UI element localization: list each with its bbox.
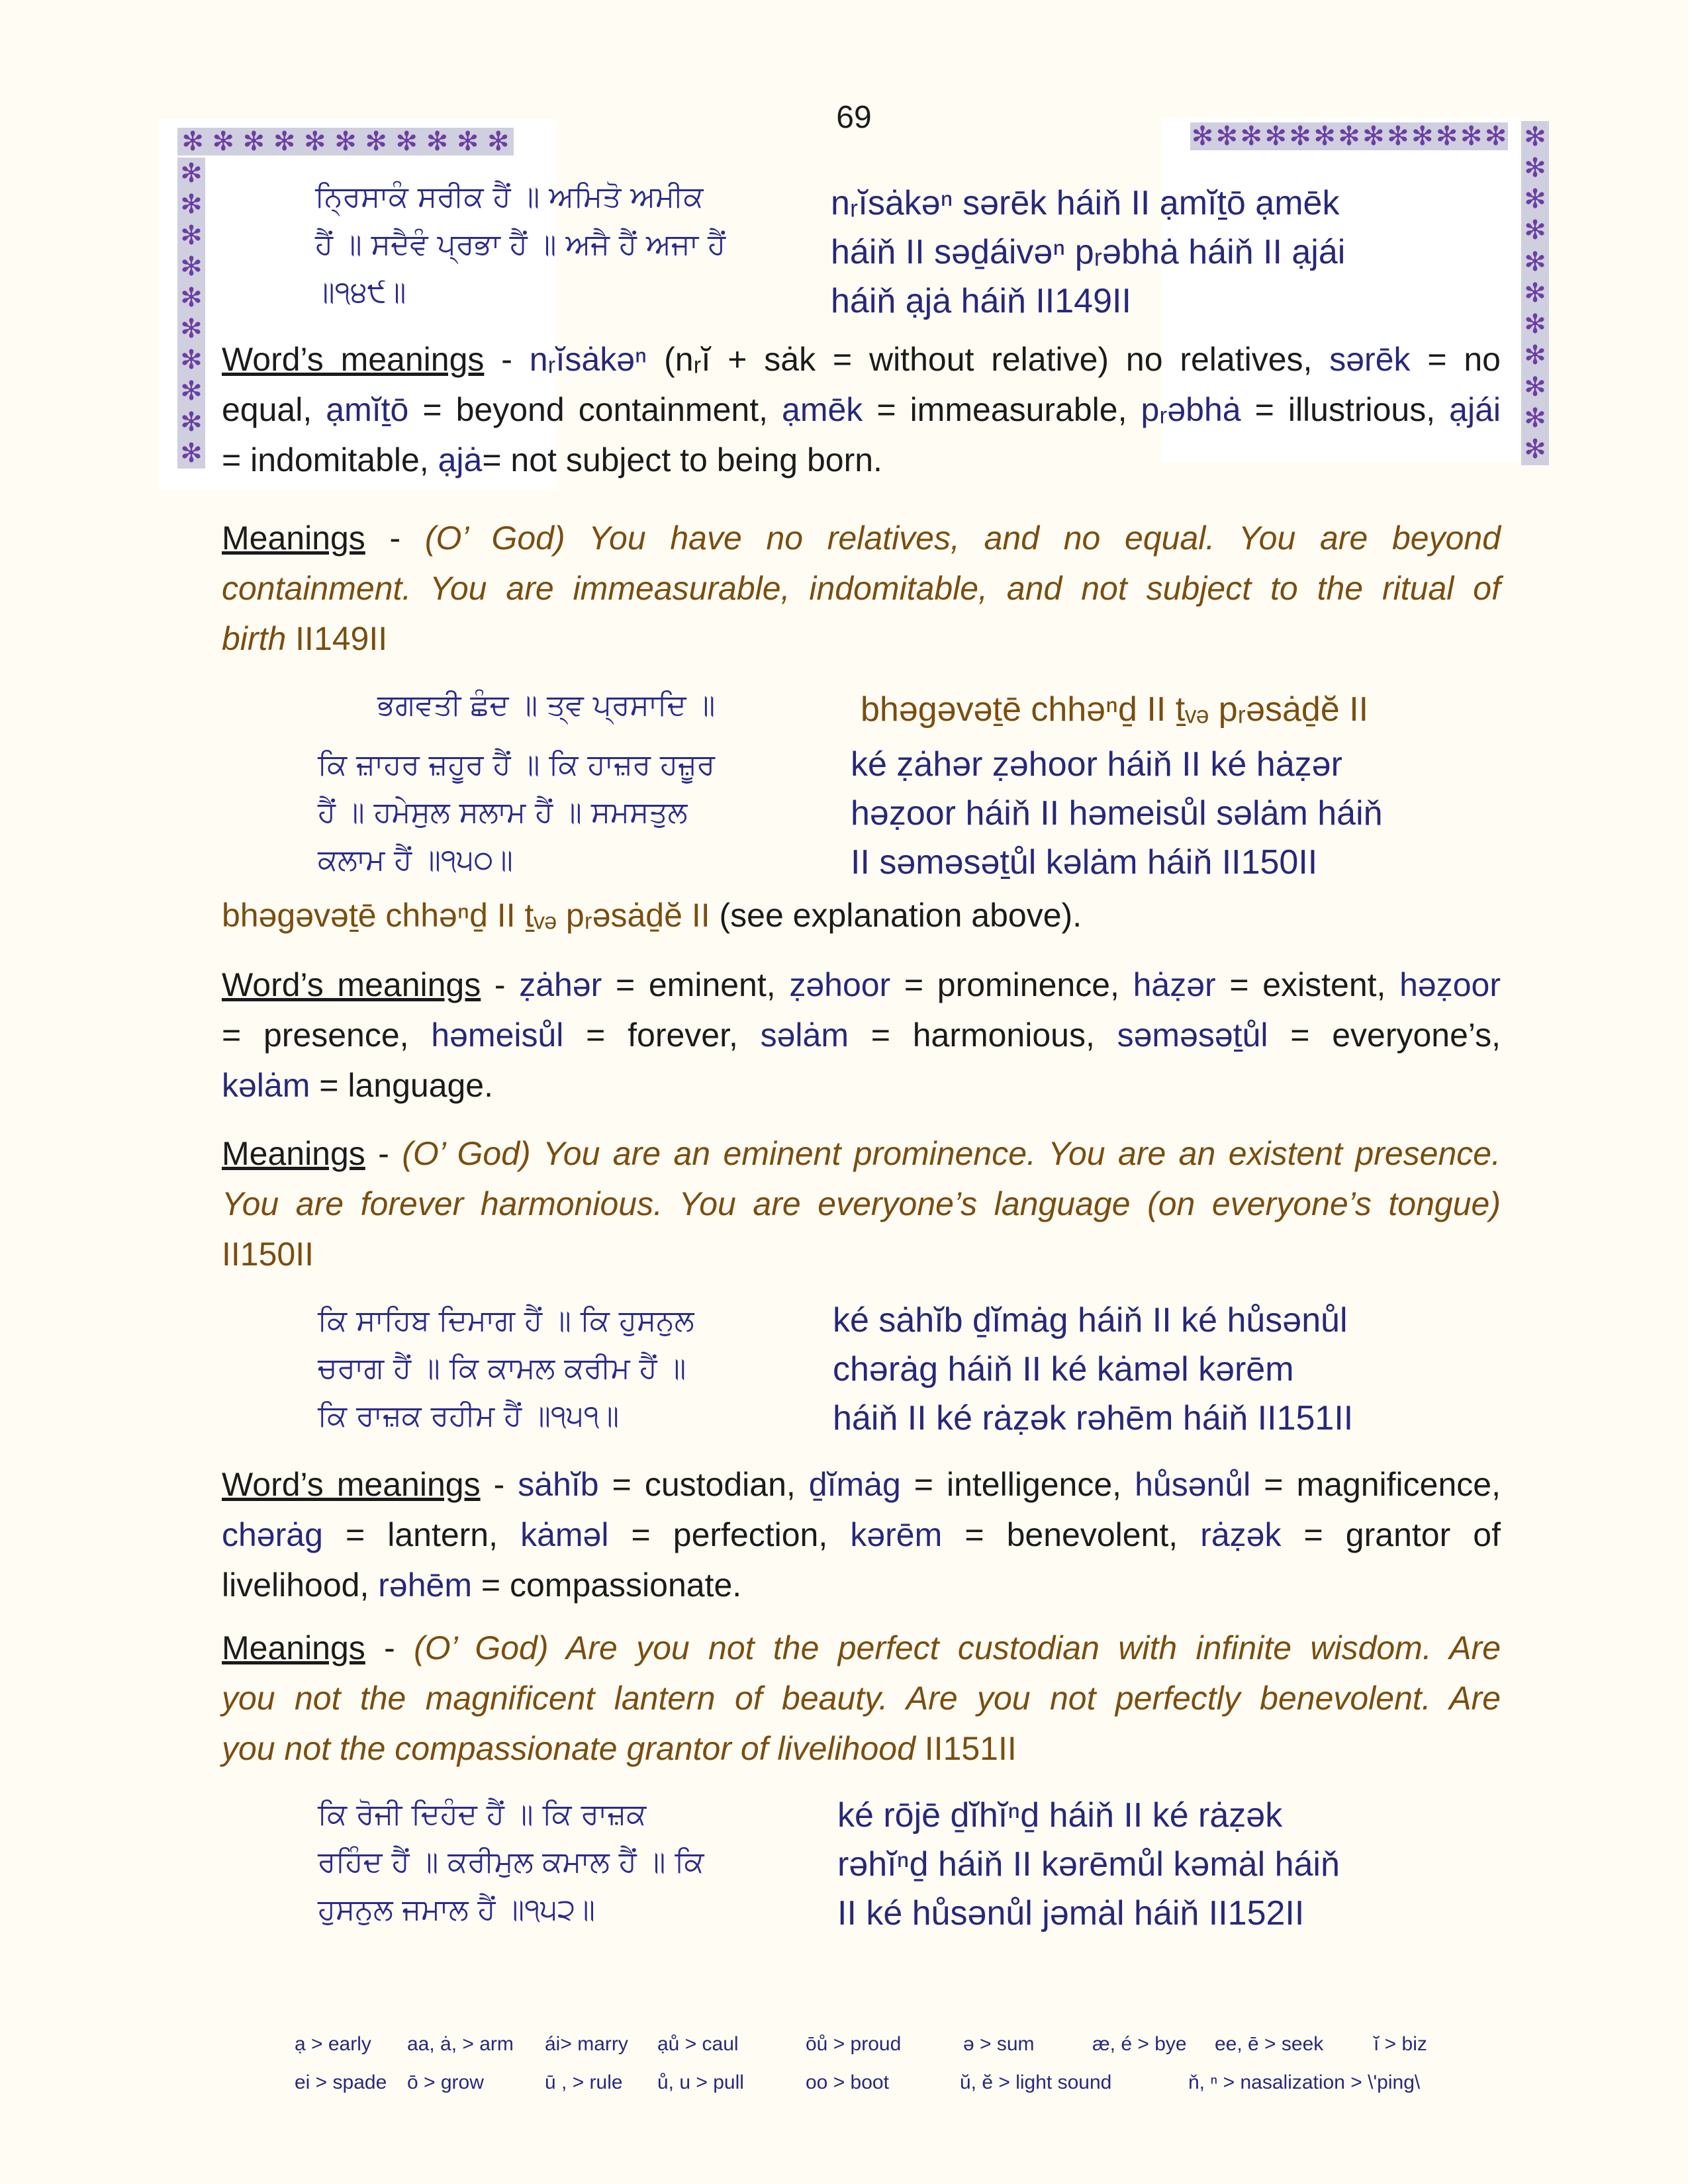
word-meanings-heading: Word’s meanings [222, 341, 485, 378]
definition: = existent, [1215, 966, 1400, 1003]
definition: = eminent, [602, 966, 790, 1003]
gurmukhi-verse-149 [315, 173, 739, 316]
top-right-flower-border [1190, 122, 1508, 150]
definition: = everyone’s, [1268, 1017, 1501, 1054]
flower-ornament-icon: ✻ [1387, 122, 1409, 150]
term: ẓəhoor [789, 966, 891, 1003]
separator: - [501, 341, 530, 378]
term: kəlȧm [222, 1067, 310, 1104]
right-flower-border [1521, 121, 1549, 465]
flower-ornament-icon: ✻ [1524, 185, 1546, 214]
flower-ornament-icon: ✻ [1524, 404, 1546, 433]
term: nᵣĭsȧkəⁿ [529, 341, 647, 378]
meaning-text: You are forever harmonious. You are everyone’s language (on everyone’s tongue) [222, 1185, 1501, 1222]
definition: = prominence, [890, 966, 1133, 1003]
flower-ornament-icon: ✻ [1524, 310, 1546, 340]
definition: = indomitable, [222, 441, 438, 478]
definition: = benevolent, [942, 1516, 1201, 1553]
meanings-150: Meanings - (O’ God) You are an eminent prominence. You are an existent presence. You are forever harmonious. You are everyone’s language (on everyone’s tongue) II150II [222, 1135, 1501, 1273]
flower-ornament-icon: ✻ [1264, 122, 1287, 150]
term: pᵣəbhȧ [1141, 391, 1241, 428]
transliteration-line: II ké hůsənůl jəmȧl háiň II152II [837, 1894, 1305, 1933]
pronunciation-key-entry: ō > grow [407, 2071, 484, 2093]
meaning-text: containment. You are immeasurable, indomitable, and not subject to the ritual of [222, 570, 1501, 607]
transliteration-verse-152 [837, 1791, 1460, 1938]
transliteration-line: ké rōjē ḏĭhĭⁿḏ háiň II ké rȧẓək [837, 1796, 1283, 1835]
flower-ornament-icon: ✻ [180, 251, 203, 281]
chhand-transliteration: bhəgəvəṯē chhəⁿḏ II ṯᵥₔ pᵣəsȧḏĕ II [222, 897, 710, 934]
flower-ornament-icon: ✻ [1240, 122, 1263, 150]
transliteration-line: II səməsəṯůl kəlȧm háiň II150II [851, 843, 1318, 882]
pronunciation-key-entry: ň, ⁿ > nasalization > \'ping\ [1188, 2071, 1421, 2093]
transliteration-line: nᵣĭsȧkəⁿ sərēk háiň II ạmĭṯō ạmēk [831, 184, 1340, 222]
flower-ornament-icon: ✻ [426, 128, 449, 156]
transliteration-line: háiň ạjȧ háiň II149II [831, 282, 1131, 320]
flower-ornament-icon: ✻ [1524, 435, 1546, 465]
definition: = grantor of [1281, 1516, 1501, 1553]
gurmukhi-line: ਚਰਾਗ ਹੈਂ ॥ ਕਿ ਕਾਮਲ ਕਰੀਮ ਹੈਂ ॥ [318, 1351, 686, 1385]
transliteration-line: háiň II səḏáivəⁿ pᵣəbhȧ háiň II ạjái [831, 233, 1346, 271]
gurmukhi-line: ਰਹਿੰਦ ਹੈਂ ॥ ਕਰੀਮੁਲ ਕਮਾਲ ਹੈਂ ॥ ਕਿ [318, 1845, 704, 1879]
definition: livelihood, [222, 1567, 379, 1604]
flower-ornament-icon: ✻ [180, 283, 203, 312]
gurmukhi-chhand-title: ਭਗਵਤੀ ਛੰਦ ॥ ਤ੍ਵ ਪ੍ਰਸਾਦਿ ॥ [377, 688, 716, 722]
transliteration-line: chərȧg háiň II ké kȧməl kərēm [833, 1350, 1294, 1388]
flower-ornament-icon: ✻ [1524, 341, 1546, 371]
transliteration-verse-151 [833, 1296, 1455, 1443]
flower-ornament-icon: ✻ [180, 220, 203, 250]
definition: = perfection, [608, 1516, 851, 1553]
flower-ornament-icon: ✻ [1313, 122, 1336, 150]
definition: = no [1410, 341, 1501, 378]
verse-number: II151II [915, 1730, 1017, 1767]
gurmukhi-verse-151 [318, 1297, 755, 1440]
transliteration-verse-150 [851, 740, 1460, 887]
definition: = harmonious, [849, 1017, 1117, 1054]
left-flower-border [177, 158, 205, 469]
meaning-text: (O’ God) You have no relatives, and no equal. You are beyond [424, 520, 1501, 557]
verse-number: II150II [222, 1236, 314, 1273]
chhand-note-text: (see explanation above). [710, 897, 1082, 934]
flower-ornament-icon: ✻ [1460, 122, 1483, 150]
term: hůsənůl [1135, 1466, 1251, 1503]
pronunciation-key-entry: ạ > early [295, 2033, 371, 2055]
term: ạmēk [782, 391, 863, 428]
transliteration-line: ké ẓȧhər ẓəhoor háiň II ké hȧẓər [851, 745, 1342, 784]
term: ạjái [1449, 391, 1501, 428]
flower-ornament-icon: ✻ [1435, 122, 1458, 150]
term: həẓoor [1399, 966, 1501, 1003]
page-number: 69 [836, 100, 872, 135]
gurmukhi-verse-152 [318, 1791, 755, 1934]
pronunciation-key-entry: ə > sum [963, 2033, 1035, 2055]
flower-ornament-icon: ✻ [1524, 153, 1546, 183]
transliteration-line: rəhĭⁿḏ háiň II kərēmůl kəmȧl háiň [837, 1845, 1340, 1884]
pronunciation-key-entry: ei > spade [295, 2071, 387, 2093]
term: səlȧm [760, 1017, 849, 1054]
flower-ornament-icon: ✻ [1524, 216, 1546, 246]
pronunciation-key-entry: ạů > caul [657, 2033, 739, 2055]
term: səməsəṯůl [1117, 1017, 1268, 1054]
flower-ornament-icon: ✻ [365, 128, 387, 156]
transliteration-line: ké sȧhĭb ḏĭmȧg háiň II ké hůsənůl [833, 1301, 1348, 1340]
meanings-heading: Meanings [222, 1135, 365, 1172]
gurmukhi-line: ॥੧੪੯॥ [315, 275, 406, 309]
meaning-text: birth [222, 620, 287, 657]
flower-ornament-icon: ✻ [180, 345, 203, 375]
transliteration-chhand-title: bhəgəvəṯē chhəⁿḏ II ṯᵥₔ pᵣəsȧḏĕ II [861, 690, 1369, 729]
term: chərȧg [222, 1516, 323, 1553]
definition: = magnificence, [1250, 1466, 1501, 1503]
definition: = not subject to being born. [482, 441, 882, 478]
pronunciation-key-entry: ōů > proud [806, 2033, 902, 2055]
flower-ornament-icon: ✻ [1215, 122, 1239, 150]
definition: = custodian, [598, 1466, 809, 1503]
flower-ornament-icon: ✻ [181, 128, 204, 156]
flower-ornament-icon: ✻ [242, 128, 265, 156]
flower-ornament-icon: ✻ [334, 128, 357, 156]
definition: = forever, [563, 1017, 761, 1054]
word-meanings-149 [222, 334, 1501, 485]
term: sȧhĭb [518, 1466, 599, 1503]
word-meanings-151 [222, 1459, 1501, 1610]
term: kȧməl [520, 1516, 609, 1553]
meanings-heading: Meanings [222, 1629, 365, 1666]
gurmukhi-line: ਕਿ ਰੋਜੀ ਦਿਹੰਦ ਹੈਂ ॥ ਕਿ ਰਾਜ਼ਕ [318, 1797, 647, 1831]
separator: - [494, 966, 520, 1003]
flower-ornament-icon: ✻ [180, 158, 203, 188]
term: ẓȧhər [519, 966, 602, 1003]
word-meanings-150 [222, 960, 1501, 1111]
pronunciation-key-entry: ee, ē > seek [1215, 2033, 1324, 2055]
flower-ornament-icon: ✻ [1411, 122, 1434, 150]
flower-ornament-icon: ✻ [1484, 122, 1507, 150]
top-left-flower-border [177, 128, 514, 156]
chhand-note [222, 890, 1501, 940]
gurmukhi-verse-150 [318, 741, 755, 884]
pronunciation-key-entry: oo > boot [806, 2071, 889, 2093]
pronunciation-key-entry: aa, ȧ, > arm [407, 2033, 514, 2055]
gurmukhi-line: ਹੈਂ ॥ ਹਮੇਸੁਲ ਸਲਾਮ ਹੈਂ ॥ ਸਮਸਤੁਲ [318, 796, 688, 829]
pronunciation-key-entry: ŭ, ĕ > light sound [960, 2071, 1112, 2093]
term: hȧẓər [1133, 966, 1216, 1003]
term: ḏĭmȧg [808, 1466, 901, 1503]
definition: = beyond containment, [408, 391, 782, 428]
definition: = illustrious, [1241, 391, 1450, 428]
gurmukhi-line: ਹੈਂ ॥ ਸਦੈਵੰ ਪ੍ਰਭਾ ਹੈਂ ॥ ਅਜੈ ਹੈਂ ਅਜਾ ਹੈਂ [315, 228, 726, 261]
flower-ornament-icon: ✻ [1191, 122, 1214, 150]
flower-ornament-icon: ✻ [180, 407, 203, 437]
pronunciation-key-entry: ů, u > pull [657, 2071, 744, 2093]
term: rəhēm [378, 1567, 472, 1604]
flower-ornament-icon: ✻ [1338, 122, 1360, 150]
gurmukhi-line: ਕਲਾਮ ਹੈਂ ॥੧੫੦॥ [318, 843, 513, 877]
meanings-149: Meanings - (O’ God) You have no relatives, and no equal. You are beyond containment. You are immeasurable, indomitable, and not subject to the ritual of birth II149II [222, 520, 1501, 657]
gurmukhi-line: ਨ੍ਰਿਸਾਕੰ ਸਰੀਕ ਹੈਂ ॥ ਅਮਿਤੋ ਅਮੀਕ [315, 180, 704, 214]
definition: = immeasurable, [863, 391, 1141, 428]
flower-ornament-icon: ✻ [273, 128, 296, 156]
gurmukhi-line: ਕਿ ਸਾਹਿਬ ਦਿਮਾਗ ਹੈਂ ॥ ਕਿ ਹੁਸਨੁਲ [318, 1304, 694, 1338]
term: kərēm [850, 1516, 943, 1553]
flower-ornament-icon: ✻ [180, 376, 203, 406]
meaning-text: you not the magnificent lantern of beauty. Are you not perfectly benevolent. Are [222, 1680, 1501, 1717]
meaning-text: you not the compassionate grantor of livelihood [222, 1730, 915, 1767]
meanings-151: Meanings - (O’ God) Are you not the perfect custodian with infinite wisdom. Are you not the magnificent lantern of beauty. Are you not perfectly benevolent. Are you not the compassionate grantor of livelihood II151II [222, 1629, 1501, 1767]
flower-ornament-icon: ✻ [395, 128, 418, 156]
term: ạmĭṯō [326, 391, 409, 428]
flower-ornament-icon: ✻ [1289, 122, 1311, 150]
flower-ornament-icon: ✻ [487, 128, 510, 156]
flower-ornament-icon: ✻ [1524, 372, 1546, 402]
word-meanings-heading: Word’s meanings [222, 966, 481, 1003]
flower-ornament-icon: ✻ [1524, 278, 1546, 308]
separator: - [493, 1466, 518, 1503]
meaning-text: (O’ God) Are you not the perfect custodian with infinite wisdom. Are [414, 1629, 1501, 1666]
flower-ornament-icon: ✻ [1524, 247, 1546, 277]
flower-ornament-icon: ✻ [180, 438, 203, 468]
verse-number: II149II [286, 620, 388, 657]
definition: = language. [310, 1067, 494, 1104]
flower-ornament-icon: ✻ [212, 128, 235, 156]
word-meanings-heading: Word’s meanings [222, 1466, 481, 1503]
flower-ornament-icon: ✻ [1524, 122, 1546, 152]
flower-ornament-icon: ✻ [180, 189, 203, 219]
flower-ornament-icon: ✻ [1362, 122, 1385, 150]
transliteration-line: háiň II ké rȧẓək rəhēm háiň II151II [833, 1399, 1354, 1437]
term: rȧẓək [1200, 1516, 1282, 1553]
pronunciation-key-entry: ái> marry [545, 2033, 628, 2055]
definition: = lantern, [322, 1516, 521, 1553]
flower-ornament-icon: ✻ [304, 128, 326, 156]
definition: (nᵣĭ + sȧk = without relative) no relatives, [647, 341, 1330, 378]
pronunciation-key-entry: æ, é > bye [1092, 2033, 1187, 2055]
term: həmeisůl [431, 1017, 564, 1054]
pronunciation-key-entry: ū , > rule [545, 2071, 623, 2093]
pronunciation-key-entry: ĭ > biz [1374, 2033, 1427, 2055]
gurmukhi-line: ਹੁਸਨੁਲ ਜਮਾਲ ਹੈਂ ॥੧੫੨॥ [318, 1893, 596, 1927]
definition: = compassionate. [472, 1567, 742, 1604]
meaning-text: (O’ God) You are an eminent prominence. You are an existent presence. [402, 1135, 1501, 1172]
definition: = presence, [222, 1017, 432, 1054]
term: sərēk [1329, 341, 1411, 378]
gurmukhi-line: ਕਿ ਰਾਜ਼ਕ ਰਹੀਮ ਹੈਂ ॥੧੫੧॥ [318, 1399, 620, 1433]
meanings-heading: Meanings [222, 520, 365, 557]
transliteration-verse-149 [831, 179, 1466, 326]
gurmukhi-line: ਕਿ ਜ਼ਾਹਰ ਜ਼ਹੂਰ ਹੈਂ ॥ ਕਿ ਹਾਜ਼ਰ ਹਜ਼ੂਰ [318, 748, 716, 782]
flower-ornament-icon: ✻ [180, 314, 203, 343]
flower-ornament-icon: ✻ [456, 128, 479, 156]
term: ạjȧ [438, 441, 483, 478]
transliteration-line: həẓoor háiň II həmeisůl səlȧm háiň [851, 794, 1383, 833]
definition: equal, [222, 391, 326, 428]
definition: = intelligence, [900, 1466, 1135, 1503]
